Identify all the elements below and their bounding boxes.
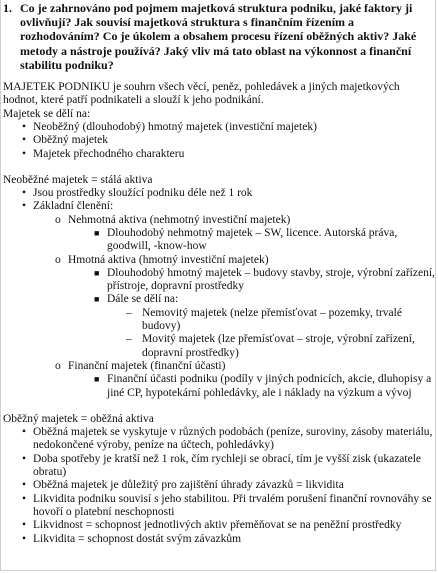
list-item: • Oběžná majetek se vyskytuje v různých podobách (peníze, suroviny, zásoby materiálu, nedokončené výroby, peníze na účtech, pohledávky) (22, 426, 433, 452)
question-text: Co je zahrnováno pod pojmem majetková struktura podniku, jaké faktory ji ovlivňují? Jak souvisí majetková struktura s finančním řízením a rozhodováním? Co je úkolem a obsahem procesu řízení oběžných aktiv? Jaké metody a nástroje používá? Jaký vliv má tato oblast na výkonnost a finanční stabilitu podniku? (20, 1, 417, 72)
list-item: • Oběžný majetek (22, 134, 109, 147)
list-item-intangible: o Nehmotná aktiva (nehmotný investiční majetek) (55, 213, 291, 226)
circle-bullet-icon: o (55, 253, 61, 266)
list-item: • Základní členění: (22, 200, 114, 213)
square-bullet-icon: ■ (94, 267, 100, 278)
assets-definition: MAJETEK PODNIKU je souhrn všech věcí, peněz, pohledávek a jiných majetkových hodnot, které patří podnikateli a slouží k jeho podnikání. (3, 81, 400, 107)
square-bullet-icon: ■ (94, 227, 100, 238)
list-item: • Doba spotřeby je kratší než 1 rok, čím rychleji se obrací, tím je vyšší zisk (ukazatele obratu) (22, 452, 422, 479)
assets-divides-label: Majetek se dělí na: (3, 107, 91, 120)
dash-bullet-icon: – (126, 306, 132, 319)
dash-bullet-icon: – (126, 333, 132, 346)
square-bullet-icon: ■ (94, 374, 100, 385)
bullet-icon: • (22, 120, 27, 133)
bullet-icon: • (22, 492, 27, 505)
bullet-icon: • (22, 519, 27, 532)
current-assets-heading: Oběžný majetek = oběžná aktiva (3, 412, 154, 425)
question-number: 1. (3, 1, 12, 15)
list-item: • Oběžná majetek je důležitý pro zajištění úhrady závazků = likvidita (22, 479, 344, 492)
bullet-icon: • (22, 147, 27, 160)
bullet-icon: • (22, 134, 27, 147)
bullet-icon: • (22, 532, 27, 545)
list-item: • Neoběžný (dlouhodobý) hmotný majetek (investiční majetek) (22, 120, 317, 133)
question-heading (3, 1, 435, 72)
circle-bullet-icon: o (55, 213, 61, 226)
list-item: ■ Dlouhodobý hmotný majetek – budovy stavby, stroje, výrobní zařízení, přístroje, dopravní prostředky (94, 266, 435, 293)
document-page (3, 1, 435, 546)
bullet-icon: • (22, 452, 27, 465)
list-item: • Likvidita = schopnost dostát svým závazkům (22, 532, 242, 545)
asset-types-list (3, 121, 435, 161)
fixed-assets-heading: Neoběžné majetek = stálá aktiva (3, 173, 153, 186)
list-item: • Likvidnost = schopnost jednotlivých aktiv přeměňovat se na peněžní prostředky (22, 519, 402, 532)
list-item: • Jsou prostředky sloužící podniku déle než 1 rok (22, 187, 253, 200)
list-item: ■ Dlouhodobý nehmotný majetek – SW, licence. Autorská práva, goodwill, -know-how (94, 226, 398, 253)
current-assets-list (3, 426, 435, 546)
list-item: ■ Finanční účasti podniku (podíly v jiných podnicích, akcie, dluhopisy a jiné CP, hypotekární pohledávky, ale i náklady na výzkum a vývoj (94, 373, 432, 399)
bullet-icon: • (22, 187, 27, 200)
list-item: – Nemovitý majetek (nelze přemísťovat – pozemky, trvalé budovy) (126, 306, 402, 333)
list-item-financial: o Finanční majetek (finanční účasti) (55, 359, 226, 372)
bullet-icon: • (22, 426, 27, 439)
list-item: • Likvidita podniku souvisí s jeho stabilitou. Při trvalém porušení finanční rovnováhy se hovoří o platební neschopnosti (22, 492, 432, 518)
list-item: – Movitý majetek (lze přemísťovat – stroje, výrobní zařízení, dopravní prostředky) (126, 333, 415, 359)
list-item-tangible: o Hmotná aktiva (hmotný investiční majetek) (55, 253, 269, 266)
bullet-icon: • (22, 200, 27, 213)
bullet-icon: • (22, 479, 27, 492)
fixed-assets-list (3, 187, 435, 400)
circle-bullet-icon: o (55, 359, 61, 372)
list-item: • Majetek přechodného charakteru (22, 147, 185, 160)
square-bullet-icon: ■ (94, 294, 100, 305)
list-item: ■ Dále se dělí na: (94, 293, 179, 306)
